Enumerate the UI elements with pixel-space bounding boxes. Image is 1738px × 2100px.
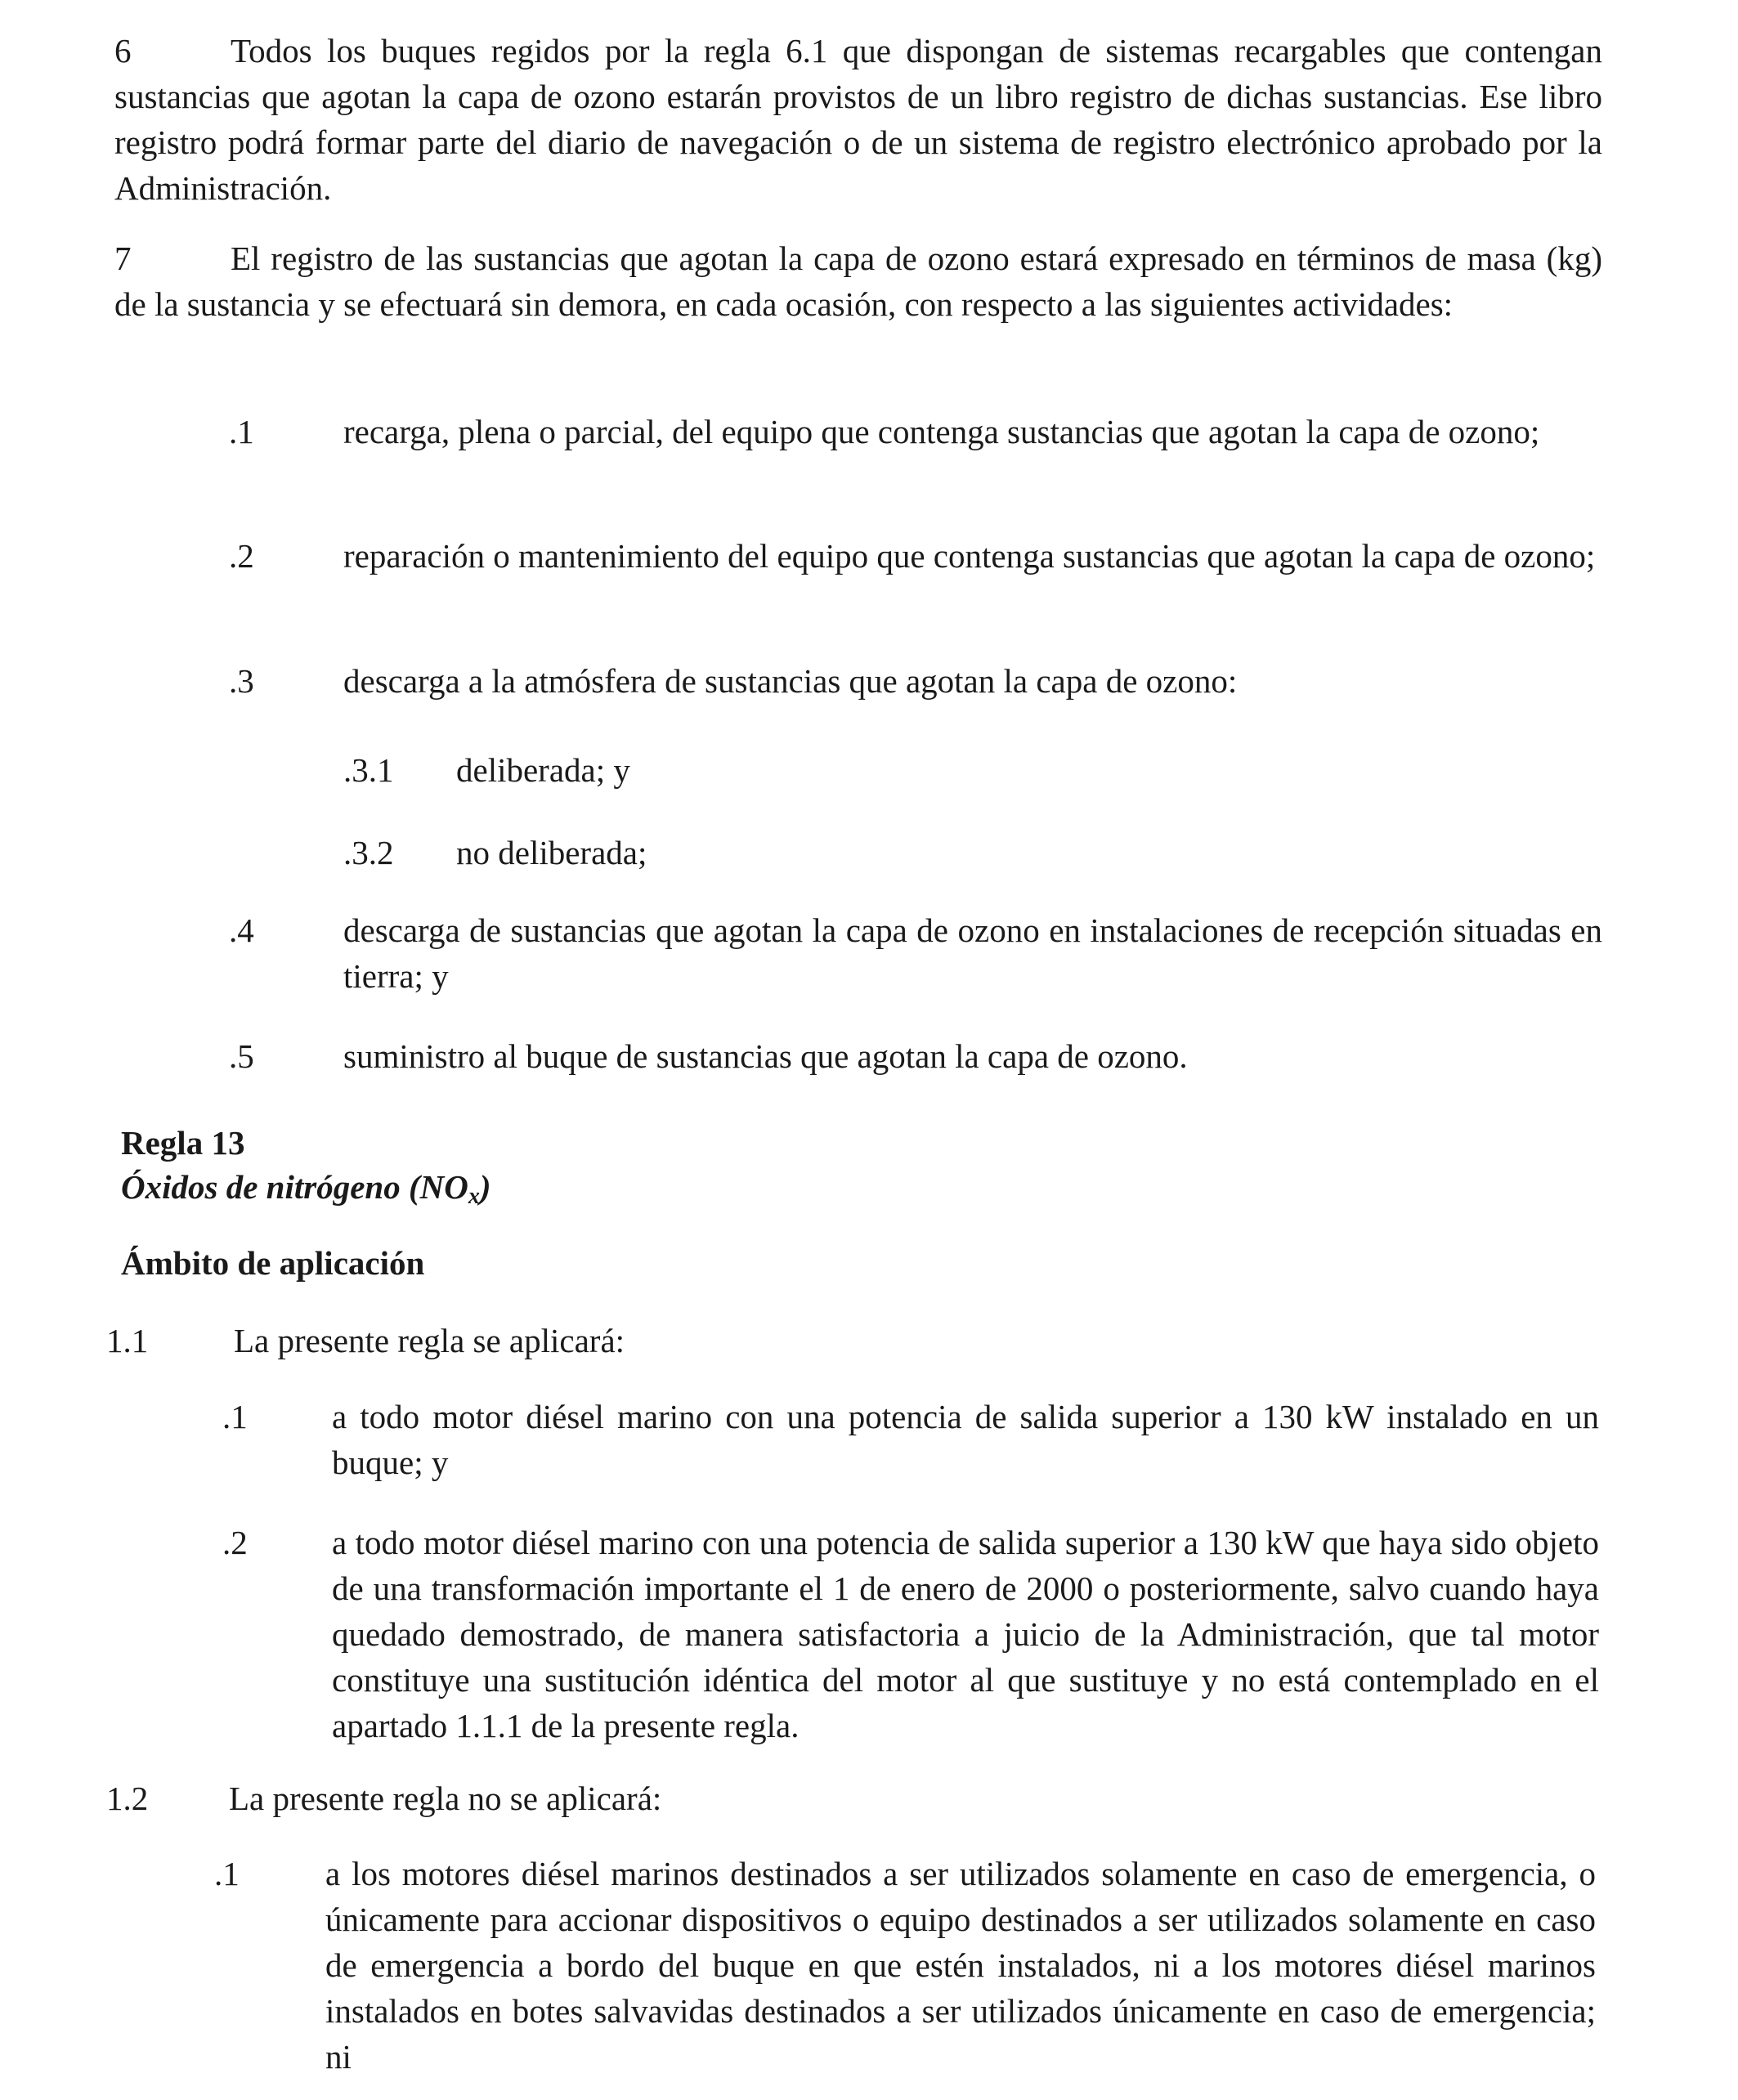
list-item xyxy=(214,1851,1596,2080)
list-marker: .3.2 xyxy=(343,834,394,871)
list-item-text: reparación o mantenimiento del equipo que contenga sustancias que agotan la capa de ozono; xyxy=(343,537,1596,575)
rule-subtitle-text: Óxidos de nitrógeno (NO xyxy=(121,1168,468,1206)
paragraph-number: 6 xyxy=(114,32,132,69)
list-item xyxy=(222,1394,1599,1485)
rule-subtitle-end: ) xyxy=(479,1168,491,1206)
rule-subtitle xyxy=(121,1164,938,1210)
paragraph-6 xyxy=(114,28,1602,211)
paragraph-1-2 xyxy=(106,1775,1594,1821)
list-item xyxy=(229,533,1602,579)
list-item-text: a los motores diésel marinos destinados a ser utilizados solamente en caso de emergencia, o únicamente para accionar dispositivos o equipo destinados a ser utilizados solamente en caso de emergencia a bordo del buque en que estén instalados, ni a los motores diésel marinos instalados en botes salvavidas destinados a ser utilizados únicamente en caso de emergencia; ni xyxy=(325,1855,1596,2075)
rule-title: Regla 13 xyxy=(121,1124,245,1162)
section-heading: Ámbito de aplicación xyxy=(121,1244,425,1282)
paragraph-number: 7 xyxy=(114,240,132,277)
list-item-text: no deliberada; xyxy=(456,834,647,871)
list-item-text: deliberada; y xyxy=(456,751,630,789)
list-item-text: descarga a la atmósfera de sustancias que agotan la capa de ozono: xyxy=(343,662,1238,700)
list-marker: .1 xyxy=(222,1398,248,1435)
list-item xyxy=(222,1520,1599,1749)
list-item-text: a todo motor diésel marino con una potencia de salida superior a 130 kW instalado en un buque; y xyxy=(332,1398,1599,1481)
list-marker: .3 xyxy=(229,662,254,700)
list-marker: .1 xyxy=(229,413,254,450)
list-marker: .2 xyxy=(222,1524,248,1561)
list-marker: .1 xyxy=(214,1855,240,1892)
list-item xyxy=(229,1033,1602,1079)
paragraph-number: 1.2 xyxy=(106,1780,149,1817)
list-item-text: suministro al buque de sustancias que agotan la capa de ozono. xyxy=(343,1037,1188,1075)
rule-subtitle-subscript: x xyxy=(468,1184,480,1209)
sub-list-item xyxy=(343,830,1602,875)
list-item-text: recarga, plena o parcial, del equipo que contenga sustancias que agotan la capa de ozono; xyxy=(343,413,1540,450)
list-item-text: descarga de sustancias que agotan la capa de ozono en instalaciones de recepción situadas en tierra; y xyxy=(343,911,1602,995)
paragraph-7 xyxy=(114,235,1602,327)
list-marker: .4 xyxy=(229,911,254,949)
list-marker: .2 xyxy=(229,537,254,575)
list-item xyxy=(229,658,1602,704)
paragraph-1-1 xyxy=(106,1318,1594,1363)
list-marker: .3.1 xyxy=(343,751,394,789)
list-marker: .5 xyxy=(229,1037,254,1075)
paragraph-number: 1.1 xyxy=(106,1322,149,1359)
paragraph-text: La presente regla no se aplicará: xyxy=(229,1780,662,1817)
list-item-text: a todo motor diésel marino con una potencia de salida superior a 130 kW que haya sido objeto de una transformación importante el 1 de enero de 2000 o posteriormente, salvo cuando haya quedado demostrado, de manera satisfactoria a juicio de la Administración, que tal motor constituye una sustitución idéntica del motor al que sustituye y no está contemplado en el apartado 1.1.1 de la presente regla. xyxy=(332,1524,1599,1744)
list-item xyxy=(229,907,1602,999)
paragraph-text: El registro de las sustancias que agotan la capa de ozono estará expresado en términos de masa (kg) de la sustancia y se efectuará sin demora, en cada ocasión, con respecto a las siguientes actividades: xyxy=(114,240,1602,323)
paragraph-text: La presente regla se aplicará: xyxy=(234,1322,625,1359)
sub-list-item xyxy=(343,747,1602,793)
list-item xyxy=(229,409,1602,454)
paragraph-text: Todos los buques regidos por la regla 6.1 que dispongan de sistemas recargables que contengan sustancias que agotan la capa de ozono estarán provistos de un libro registro de dichas sustancias. Ese libro registro podrá formar parte del diario de navegación o de un sistema de registro electrónico aprobado por la Administración. xyxy=(114,32,1602,207)
